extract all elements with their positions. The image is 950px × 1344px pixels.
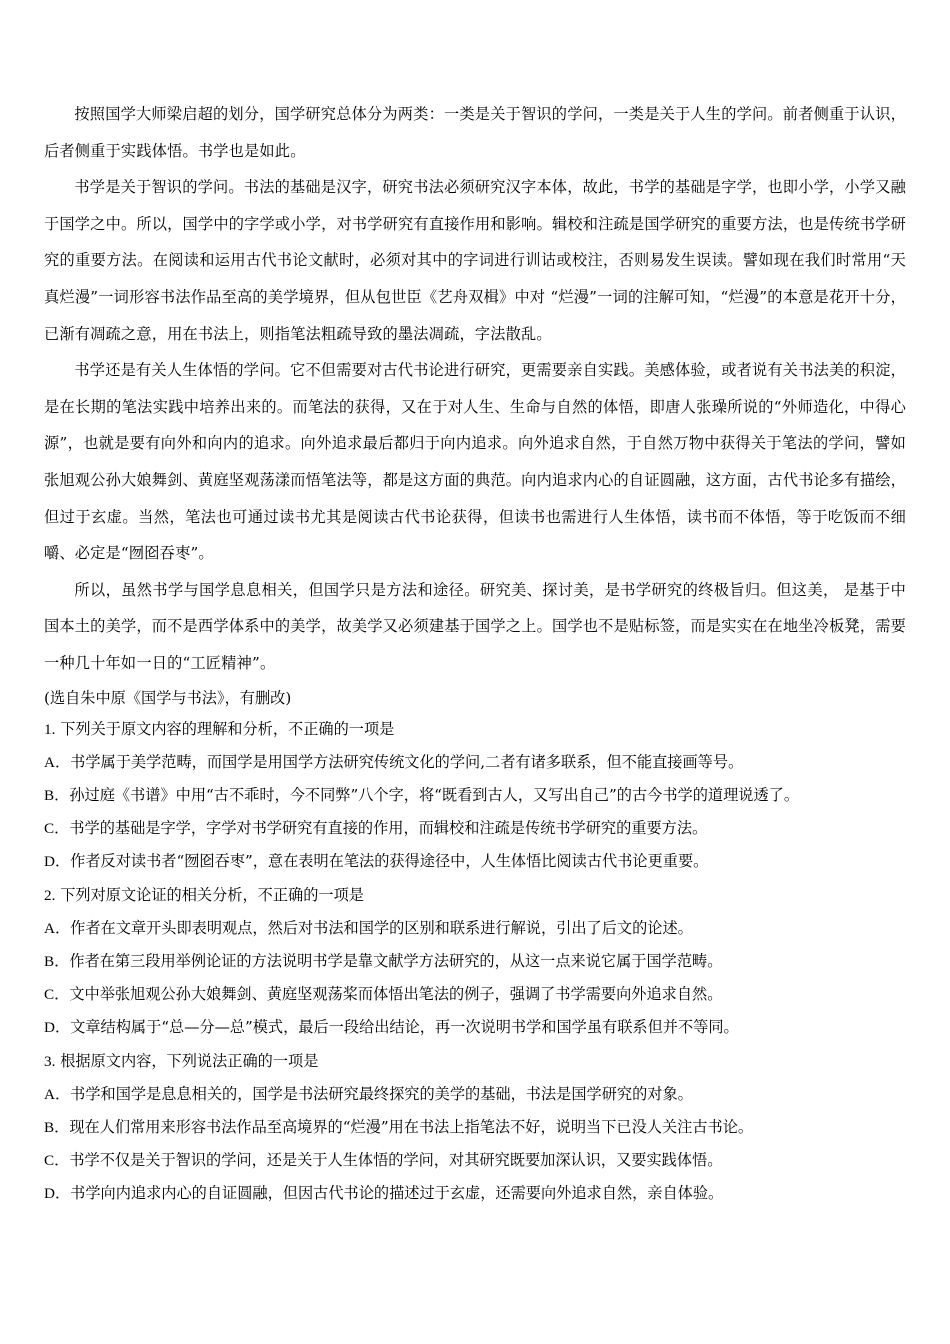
option-letter: C． [44,986,70,1004]
question-stem [44,713,906,746]
question-number: 2. [44,886,56,904]
article-paragraph-1: 按照国学大师梁启超的划分，国学研究总体分为两类：一类是关于智识的学问，一类是关于人生的学问。前者侧重于认识，后者侧重于实践体悟。书学也是如此。 [44,105,906,160]
question-number: 1. [44,720,56,738]
option-letter: A． [44,919,71,937]
option-letter: A． [44,753,71,771]
option-d [44,1177,906,1210]
option-text: 书学和国学是息息相关的，国学是书法研究最终探究的美学的基础，书法是国学研究的对象。 [70,1084,693,1103]
option-letter: D． [44,1019,71,1037]
option-text: 作者在第三段用举例论证的方法说明书学是靠文献学方法研究的，从这一点来说它属于国学范畴。 [69,951,723,970]
option-text: 孙过庭《书谱》中用“古不乖时，今不同弊”八个字，将“既看到古人，又写出自己”的古今书学的道理说透了。 [69,785,800,804]
option-a [44,746,906,779]
option-text: 书学不仅是关于智识的学问，还是关于人生体悟的学问，对其研究既要加深认识，又要实践体悟。 [69,1151,723,1170]
option-letter: A． [44,1085,71,1103]
option-text: 文章结构属于“总—分—总”模式，最后一段给出结论，再一次说明书学和国学虽有联系但并不等同。 [70,1018,739,1037]
option-text: 作者在文章开头即表明观点，然后对书法和国学的区别和联系进行解说，引出了后文的论述。 [70,918,693,937]
question-stem [44,879,906,912]
option-letter: B． [44,786,70,804]
option-d [44,1011,906,1044]
option-c [44,978,906,1011]
option-b [44,779,906,812]
question-text: 下列对原文论证的相关分析，不正确的一项是 [60,885,364,904]
question-3 [44,1045,906,1211]
option-d [44,845,906,878]
option-letter: C． [44,820,70,838]
option-a [44,912,906,945]
option-text: 书学的基础是字学，字学对书学研究有直接的作用，而辑校和注疏是传统书学研究的重要方法。 [69,819,708,838]
option-text: 书学属于美学范畴，而国学是用国学方法研究传统文化的学问,二者有诸多联系，但不能直接画等号。 [70,752,744,771]
option-b [44,1111,906,1144]
option-b [44,945,906,978]
question-text: 下列关于原文内容的理解和分析，不正确的一项是 [60,719,395,738]
document-page [44,96,906,1211]
question-1 [44,713,906,879]
option-letter: D． [44,853,71,871]
article-paragraph-2: 书学是关于智识的学问。书法的基础是汉字，研究书法必须研究汉字本体，故此，书学的基础是字学，也即小学，小学又融于国学之中。所以，国学中的字学或小学，对书学研究有直接作用和影响。辑校和注疏是国学研究的重要方法，也是传统书学研究的重要方法。在阅读和运用古代书论文献时，必须对其中的字词进行训诂或校注，否则易发生误读。譬如现在我们时常用“天真烂漫”一词形容书法作品至高的美学境界，但从包世臣《艺舟双楫》中对 “烂漫”一词的注解可知，“烂漫”的本意是花开十分，已渐有凋疏之意，用在书法上，则指笔法粗疏导致的墨法凋疏，字法散乱。 [44,178,906,343]
option-letter: C． [44,1152,70,1170]
option-text: 作者反对读书者“囫囵吞枣”，意在表明在笔法的获得途径中，人生体悟比阅读古代书论更重要。 [70,852,709,871]
option-text: 书学向内追求内心的自证圆融，但因古代书论的描述过于玄虚，还需要向外追求自然，亲自体验。 [70,1184,724,1203]
option-letter: D． [44,1185,71,1203]
question-stem [44,1045,906,1078]
option-c [44,812,906,845]
question-number: 3. [44,1052,56,1070]
option-c [44,1144,906,1177]
question-2 [44,879,906,1045]
article-paragraph-4: 所以，虽然书学与国学息息相关，但国学只是方法和途径。研究美、探讨美，是书学研究的终极旨归。但这美， 是基于中国本土的美学，而不是西学体系中的美学，故美学又必须建基于国学之上。国学也不是贴标签，而是实实在在地坐冷板凳，需要一种几十年如一日的“工匠精神”。 [44,580,906,672]
article-source: (选自朱中原《国学与书法》，有删改) [44,688,292,707]
question-text: 根据原文内容，下列说法正确的一项是 [60,1051,319,1070]
option-a [44,1078,906,1111]
article-paragraph-3: 书学还是有关人生体悟的学问。它不但需要对古代书论进行研究，更需要亲自实践。美感体验，或者说有关书法美的积淀，是在长期的笔法实践中培养出来的。而笔法的获得，又在于对人生、生命与自然的体悟，即唐人张璪所说的“外师造化，中得心源”，也就是要有向外和向内的追求。向外追求最后都归于向内追求。向外追求自然，于自然万物中获得关于笔法的学问，譬如张旭观公孙大娘舞剑、黄庭坚观荡漾而悟笔法等，都是这方面的典范。向内追求内心的自证圆融，这方面，古代书论多有描绘，但过于玄虚。当然，笔法也可通过读书尤其是阅读古代书论获得，但读书也需进行人生体悟，读书而不体悟，等于吃饭而不细嚼、必定是“囫囵吞枣”。 [44,361,906,563]
option-letter: B． [44,952,70,970]
option-text: 现在人们常用来形容书法作品至高境界的“烂漫”用在书法上指笔法不好，说明当下已没人关注古书论。 [69,1117,754,1136]
option-letter: B． [44,1118,70,1136]
option-text: 文中举张旭观公孙大娘舞剑、黄庭坚观荡桨而体悟出笔法的例子，强调了书学需要向外追求自然。 [69,985,723,1004]
